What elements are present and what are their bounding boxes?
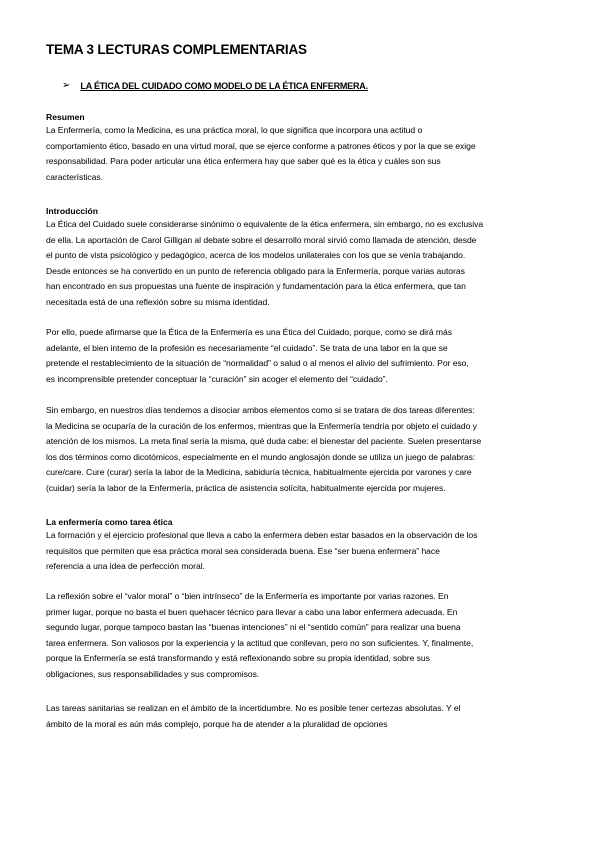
paragraph-line: los dos términos como dicotómicos, especialmente en el mundo anglosajón donde se utiliza un juego de palabras: [46,451,476,462]
paragraph-line: características. [46,171,103,182]
arrow-bullet-icon: ➢ [62,80,71,91]
paragraph-line: atención de los mismos. La meta final sería la misma, qué duda cabe: el bienestar del paciente. Suelen presentarse [46,436,482,447]
paragraph-line: porque la Enfermería se está transformando y está reflexionando sobre su propia identidad, sobre sus [46,653,430,664]
paragraph-2 [46,325,566,387]
etica-heading: La enfermería como tarea ética [46,517,173,527]
paragraph-line: Por ello, puede afirmarse que la Ética de la Enfermería es una Ética del Cuidado, porque, como se dirá más [46,327,452,337]
paragraph-line: requisitos que permiten que esa práctica moral sea considerada buena. Ese “ser buena enfermera” hace [46,545,440,556]
paragraph-line: la Medicina se ocuparía de la curación de los enfermos, mientras que la Enfermería tendría por objeto el cuidado y [46,420,477,431]
paragraph-line: La formación y el ejercicio profesional que lleva a cabo la enfermera deben estar basados en la observación de los [46,530,478,540]
paragraph-line: primer lugar, porque no basta el buen quehacer técnico para llevar a cabo una labor enfermera adecuada. En [46,606,458,617]
paragraph-line: Desde entonces se ha convertido en un punto de referencia obligado para la Enfermería, porque varias autoras [46,265,465,276]
paragraph-line: Sin embargo, en nuestros días tendemos a disociar ambos elementos como si se tratara de dos tareas diferentes: [46,405,475,415]
resumen-heading: Resumen [46,112,85,122]
paragraph-6 [46,701,566,732]
introduccion-heading: Introducción [46,206,99,216]
paragraph-line: el punto de vista psicológico y pedagógico, acerca de los modelos unilaterales con los que se venía trabajando. [46,250,466,261]
paragraph-line: de ella. La aportación de Carol Gilligan al debate sobre el desarrollo moral sirvió como llamada de atención, desde [46,234,477,245]
paragraph-line: responsabilidad. Para poder articular una ética enfermera hay que saber qué es la ética y cuáles son sus [46,156,441,167]
paragraph-3 [46,403,566,497]
document-title: TEMA 3 LECTURAS COMPLEMENTARIAS [46,42,307,57]
paragraph-line: segundo lugar, porque tampoco bastan las “buenas intenciones” ni el “sentido común” para realizar una buena [46,622,461,633]
paragraph-line: cure/care. Cure (curar) sería la labor de la Medicina, sabiduría técnica, habitualmente ejercida por varones y care [46,467,472,478]
paragraph-line: comportamiento ético, basado en una virtud moral, que se ejerce conforme a patrones éticos y por la que se exige [46,140,476,151]
paragraph-line: (cuidar) sería la labor de la Enfermería, práctica de asistencia solícita, habitualmente ejercida por mujeres. [46,482,446,493]
subtitle-bullet-row [62,80,368,91]
introduccion-section [46,205,566,311]
paragraph-line: La Ética del Cuidado suele considerarse sinónimo o equivalente de la ética enfermera, sin embargo, no es exclusiva [46,219,484,229]
etica-section [46,516,566,575]
paragraph-line: ámbito de la moral es aún más complejo, porque ha de atender a la pluralidad de opciones [46,718,388,729]
paragraph-line: es incomprensible pretender conceptuar la “curación” sin acoger el elemento del “cuidado”. [46,373,388,384]
paragraph-line: La reflexión sobre el “valor moral” o “bien intrínseco” de la Enfermería es importante por varias razones. En [46,591,449,601]
resumen-section [46,111,566,185]
paragraph-line: necesitada está de una reflexión sobre su misma identidad. [46,296,270,307]
paragraph-line: referencia a una idea de perfección moral. [46,561,205,572]
subtitle: LA ÉTICA DEL CUIDADO COMO MODELO DE LA ÉTICA ENFERMERA. [80,80,368,91]
paragraph-line: obligaciones, sus responsabilidades y sus compromisos. [46,668,260,679]
paragraph-line: tarea enfermera. Son valiosos por la experiencia y la actitud que conllevan, pero no son suficientes. Y, finalmente, [46,637,474,648]
paragraph-line: han encontrado en sus propuestas una fuente de inspiración y fundamentación para la ética enfermera, que tan [46,281,466,292]
paragraph-line: La Enfermería, como la Medicina, es una práctica moral, lo que significa que incorpora una actitud o [46,125,423,135]
paragraph-line: pretende el restablecimiento de la situación de “normalidad” o salud o al menos el alivio del sufrimiento. Por eso, [46,358,469,369]
paragraph-line: Las tareas sanitarias se realizan en el ámbito de la incertidumbre. No es posible tener certezas absolutas. Y el [46,703,461,713]
paragraph-5 [46,589,566,683]
paragraph-line: adelante, el bien interno de la profesión es necesariamente “el cuidado”. Se trata de una labor en la que se [46,342,448,353]
